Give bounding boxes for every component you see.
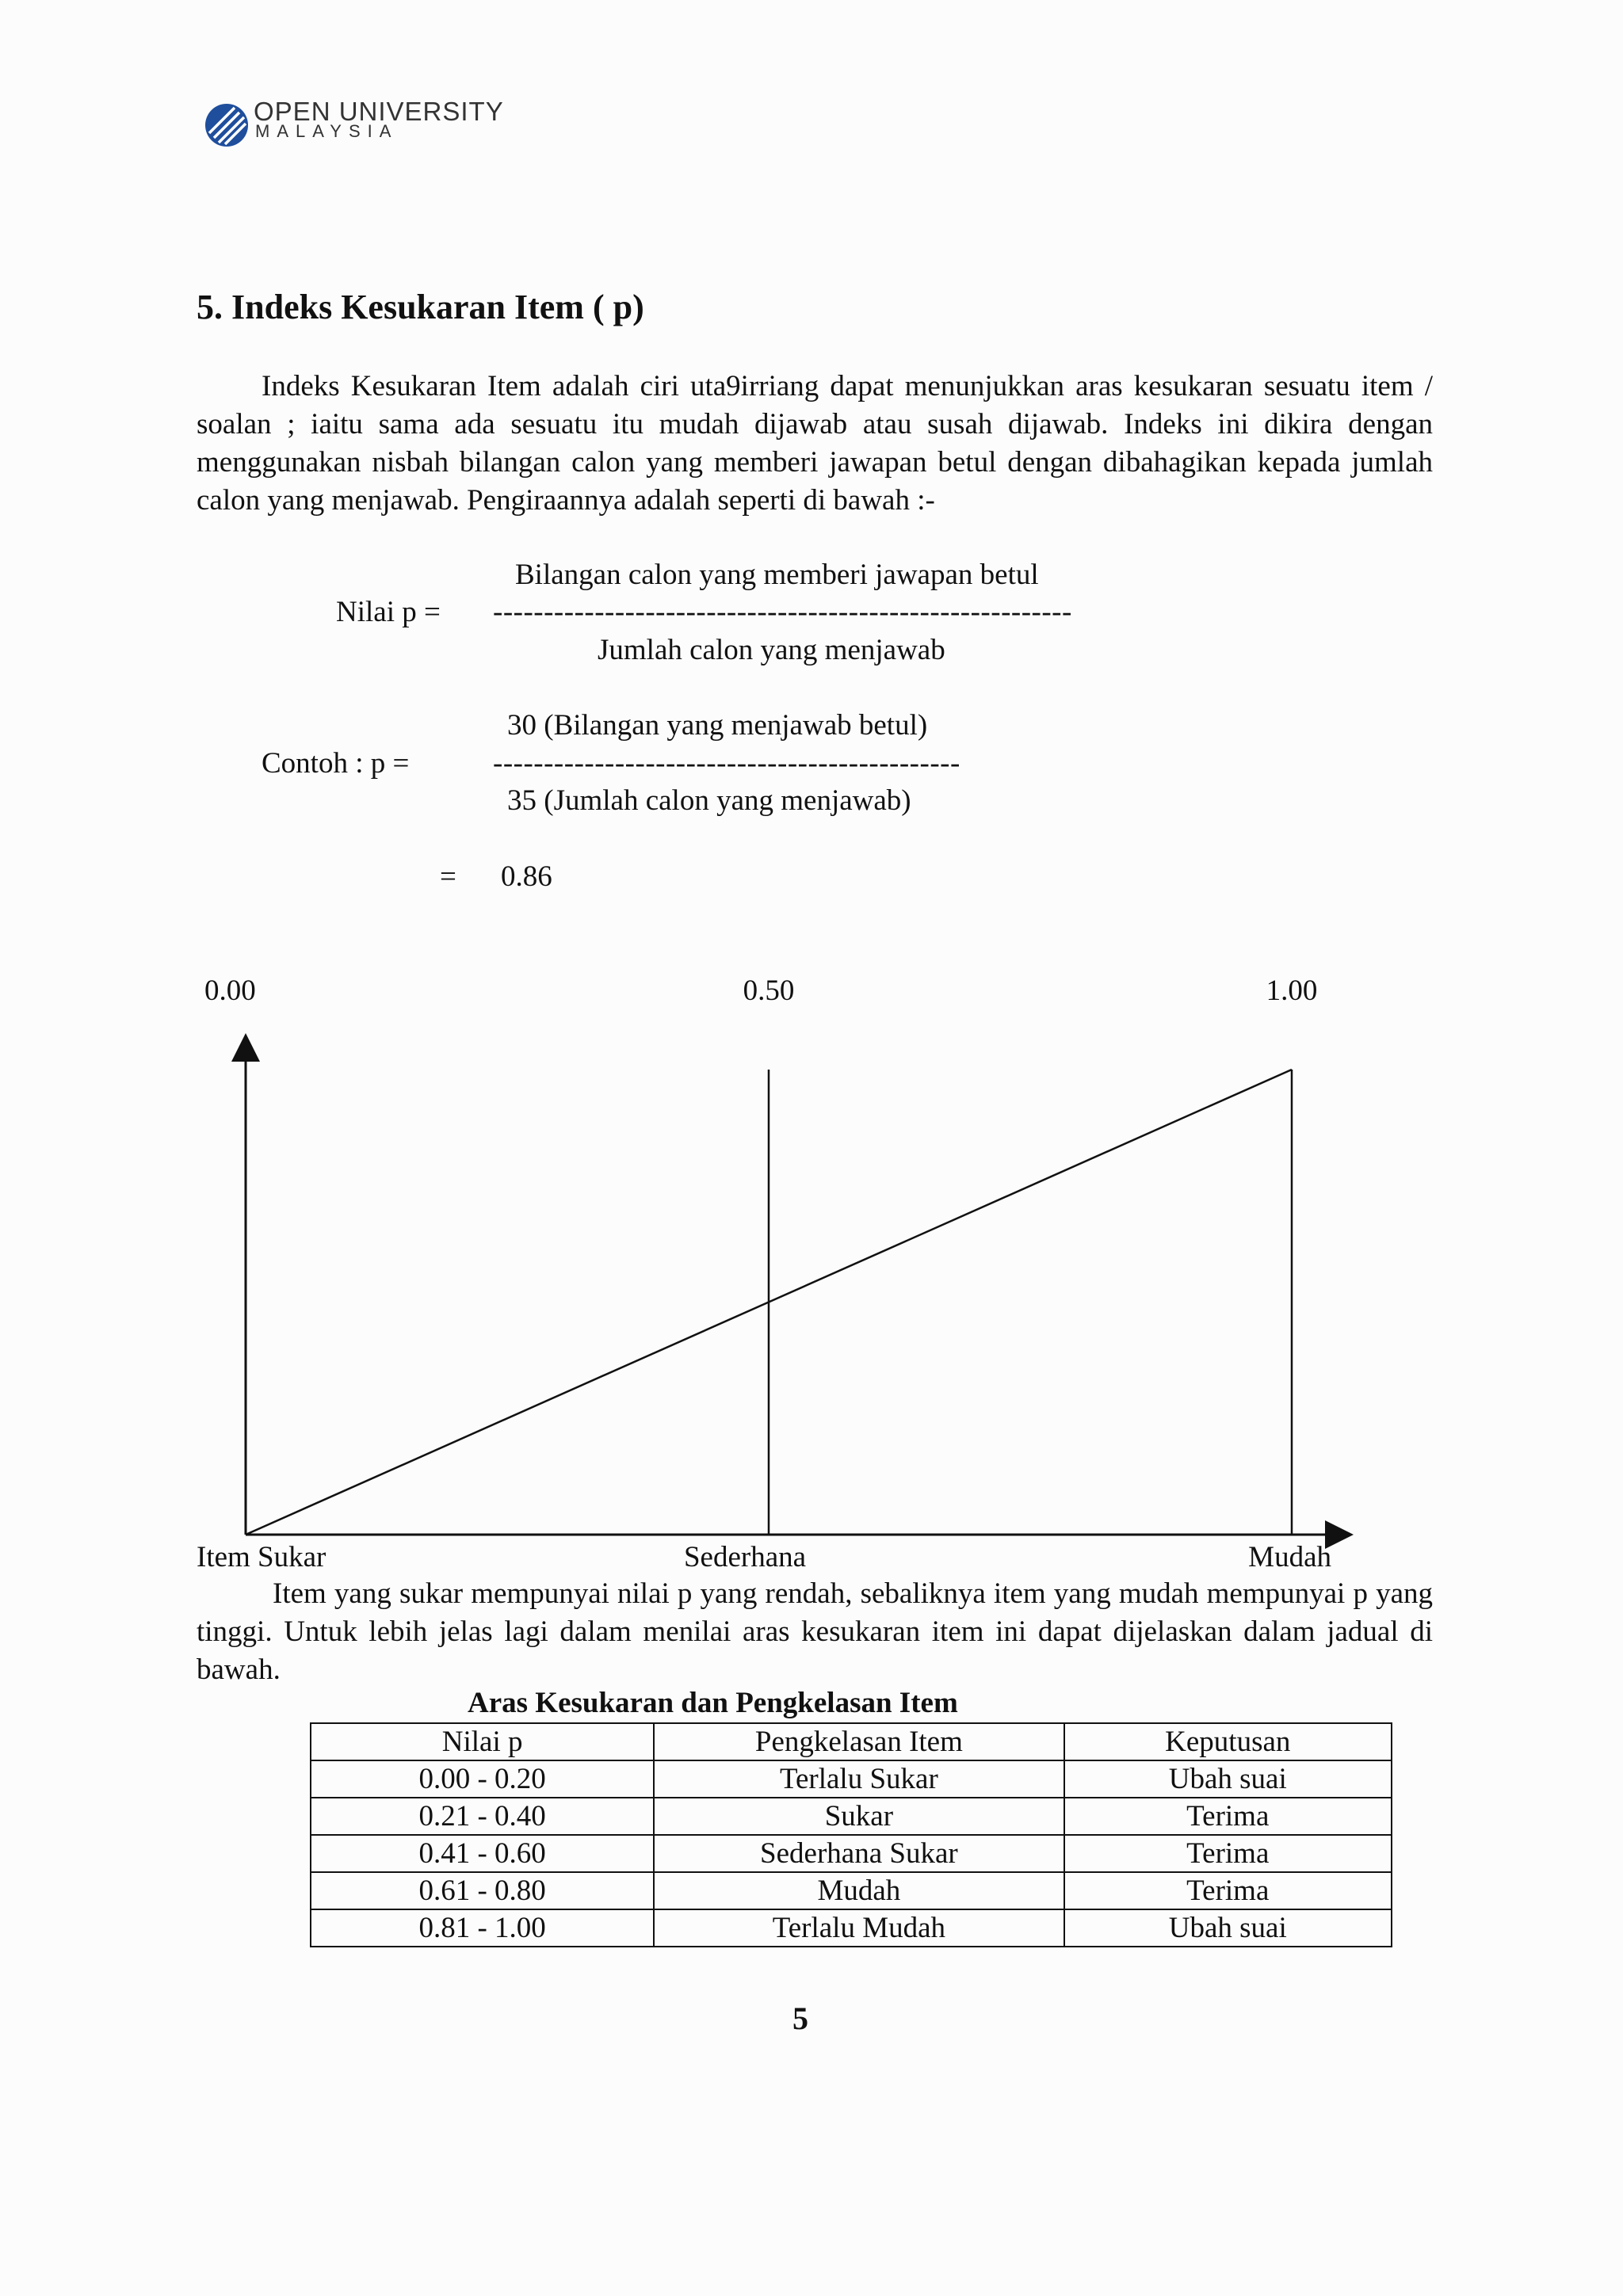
example-divider: ---------------------------------------------- [493,747,960,780]
formula-numerator: Bilangan calon yang memberi jawapan betul [515,559,1039,591]
cell-pengkelasan: Terlalu Mudah [654,1909,1064,1947]
top-tick-label: 0.50 [743,974,795,1007]
example-numerator: 30 (Bilangan yang menjawab betul) [507,709,928,742]
example-denominator: 35 (Jumlah calon yang menjawab) [507,784,911,817]
cell-pengkelasan: Sederhana Sukar [654,1835,1064,1872]
cell-keputusan: Terima [1064,1798,1392,1835]
top-tick-label: 1.00 [1266,974,1318,1007]
cell-keputusan: Terima [1064,1872,1392,1909]
bottom-category-label: Mudah [1248,1541,1331,1573]
formula-label: Nilai p = [336,596,441,628]
difficulty-table [310,1722,1392,1947]
table-row [311,1835,1392,1872]
formula-denominator: Jumlah calon yang menjawab [598,634,945,666]
cell-nilai-p: 0.61 - 0.80 [311,1872,654,1909]
top-tick-label: 0.00 [204,974,256,1007]
page-number: 5 [792,2000,808,2036]
table-row [311,1760,1392,1798]
table-caption: Aras Kesukaran dan Pengkelasan Item [468,1687,958,1719]
cell-pengkelasan: Mudah [654,1872,1064,1909]
formula-divider: --------------------------------------------------------- [493,596,1072,628]
logo-line2: MALAYSIA [255,121,399,141]
example-label: Contoh : p = [262,747,410,780]
cell-nilai-p: 0.21 - 0.40 [311,1798,654,1835]
cell-keputusan: Ubah suai [1064,1760,1392,1798]
example-result: 0.86 [501,860,552,893]
header-nilai-p: Nilai p [311,1723,654,1760]
header-pengkelasan: Pengkelasan Item [654,1723,1064,1760]
intro-paragraph: Indeks Kesukaran Item adalah ciri uta9irriang dapat menunjukkan aras kesukaran sesuatu item / soalan ; iaitu sama ada sesuatu itu mudah dijawab atau susah dijawab. Indeks ini dikira dengan menggunakan nisbah bilangan calon yang memberi jawapan betul dengan dibahagikan kepada jumlah calon yang menjawab. Pengiraannya adalah seperti di bawah :- [197,370,1433,517]
bottom-category-label: Item Sukar [197,1541,327,1573]
cell-nilai-p: 0.41 - 0.60 [311,1835,654,1872]
cell-keputusan: Ubah suai [1064,1909,1392,1947]
cell-keputusan: Terima [1064,1835,1392,1872]
section-title: 5. Indeks Kesukaran Item ( p) [197,288,644,326]
table-header-row [311,1723,1392,1760]
example-result-equals: = [440,860,456,893]
table-row [311,1909,1392,1947]
cell-nilai-p: 0.81 - 1.00 [311,1909,654,1947]
after-chart-paragraph: Item yang sukar mempunyai nilai p yang rendah, sebaliknya item yang mudah mempunyai p yang tinggi. Untuk lebih jelas lagi dalam menilai aras kesukaran item ini dapat dijelaskan dalam jadual di bawah. [197,1577,1433,1686]
table-row [311,1872,1392,1909]
cell-pengkelasan: Sukar [654,1798,1064,1835]
header-keputusan: Keputusan [1064,1723,1392,1760]
logo-line1: OPEN UNIVERSITY [254,97,504,126]
bottom-category-label: Sederhana [683,1541,807,1573]
cell-pengkelasan: Terlalu Sukar [654,1760,1064,1798]
cell-nilai-p: 0.00 - 0.20 [311,1760,654,1798]
table-row [311,1798,1392,1835]
